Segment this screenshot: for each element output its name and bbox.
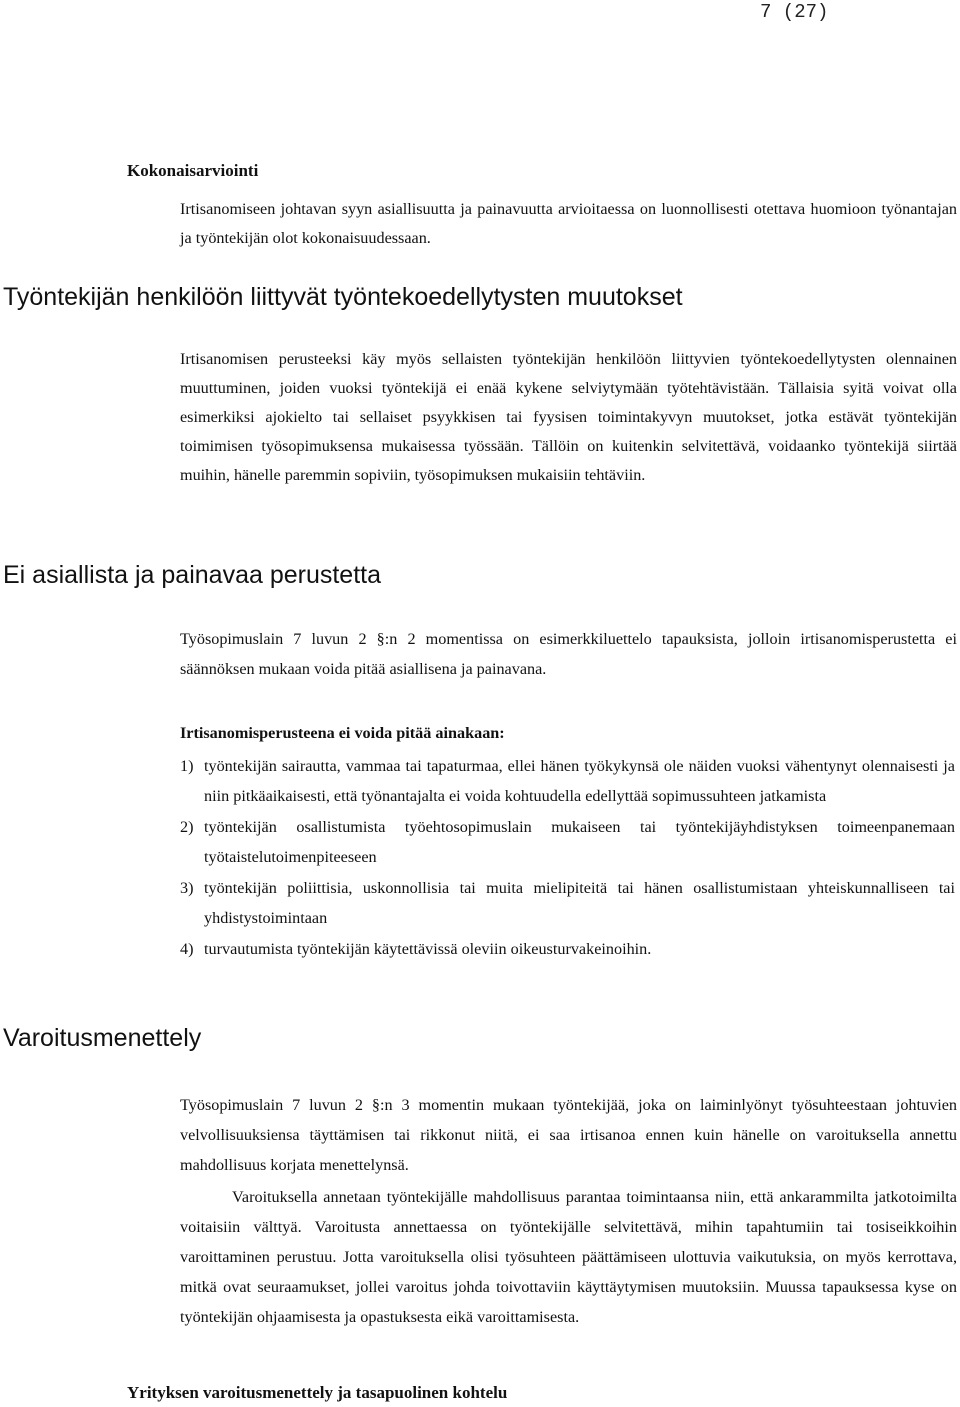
heading-ei-asiallista: Ei asiallista ja painavaa perustetta [3, 561, 382, 589]
list-item-text: työntekijän poliittisia, uskonnollisia tai muita mielipiteitä tai hänen osallistumistaan yhteiskunnalliseen tai yhdistystoimintaan [204, 879, 955, 927]
list-item-text: työntekijän sairautta, vammaa tai tapaturmaa, ellei hänen työkykynsä ole näiden vuoksi vähentynyt olennaisesti ja niin pitkäaikaisesti, että työnantajalta ei voida kohtuudella edellyttää sopimussuhteen jatkamista [204, 757, 955, 805]
list-item-number: 2) [180, 818, 194, 836]
list-item [180, 873, 955, 933]
subheading-irtisanomisperusteena: Irtisanomisperusteena ei voida pitää ainakaan: [180, 724, 505, 742]
list-item-number: 4) [180, 940, 194, 958]
heading-yrityksen-varoitusmenettely: Yrityksen varoitusmenettely ja tasapuolinen kohtelu [127, 1383, 508, 1402]
page-number: 7 (27) [760, 1, 829, 23]
paragraph-kokonaisarviointi: Irtisanomiseen johtavan syyn asiallisuutta ja painavuutta arvioitaessa on luonnollisesti otettava huomioon työnantajan ja työntekijän olot kokonaisuudessaan. [180, 200, 957, 247]
list-item-text: työntekijän osallistumista työehtosopimuslain mukaiseen tai työntekijäyhdistyksen toimeenpanemaan työtaistelutoimenpiteeseen [204, 818, 955, 866]
list-item [180, 934, 955, 964]
list-item [180, 751, 955, 811]
list-item-number: 1) [180, 757, 194, 775]
paragraph-henkiloon-liittyvat: Irtisanomisen perusteeksi käy myös sellaisten työntekijän henkilöön liittyvien työntekoedellytysten olennainen muuttuminen, joiden vuoksi työntekijä ei enää kykene selviytymään työtehtävistään. Tällaisia syitä voivat olla esimerkiksi ajokielto tai sellaiset psyykkisen tai fyysisen toimintakyvyn muutokset, jotka estävät työntekijän toimimisen työsopimuksensa mukaisessa työssään. Tällöin on kuitenkin selvitettävä, voidaanko työntekijä siirtää muihin, hänelle paremmin sopiviin, työsopimuksen mukaisiin tehtäviin. [180, 350, 957, 484]
list-item-text: turvautumista työntekijän käytettävissä oleviin oikeusturvakeinoihin. [204, 940, 652, 958]
heading-varoitusmenettely: Varoitusmenettely [3, 1024, 202, 1052]
list-item [180, 812, 955, 872]
irtisanomisperuste-list [180, 751, 955, 965]
list-item-number: 3) [180, 879, 194, 897]
paragraph-varoitusmenettely-1: Työsopimuslain 7 luvun 2 §:n 3 momentin mukaan työntekijää, joka on laiminlyönyt työsuhteestaan johtuvien velvollisuuksiensa täyttämisen tai rikkonut niitä, ei saa irtisanoa ennen kuin hänelle on varoituksella annettu mahdollisuus korjata menettelynsä. [180, 1096, 957, 1174]
paragraph-ei-asiallista: Työsopimuslain 7 luvun 2 §:n 2 momentissa on esimerkkiluettelo tapauksista, jolloin irtisanomisperustetta ei säännöksen mukaan voida pitää asiallisena ja painavana. [180, 630, 957, 678]
paragraph-varoitusmenettely-2: Varoituksella annetaan työntekijälle mahdollisuus parantaa toimintaansa niin, että ankarammilta jatkotoimilta voitaisiin välttyä. Varoitusta annettaessa on työntekijälle selvitettävä, mihin tapahtumiin tai tosiseikkoihin varoittaminen perustuu. Jotta varoituksella olisi työsuhteen päättämiseen ulottuvia vaikutuksia, on myös kerrottava, mitkä ovat seuraamukset, jollei varoitus johda toivottaviin käyttäytymisen muutoksiin. Muussa tapauksessa kyse on työntekijän ohjaamisesta ja opastuksesta eikä varoittamisesta. [180, 1188, 957, 1326]
heading-henkiloon-liittyvat: Työntekijän henkilöön liittyvät työntekoedellytysten muutokset [3, 283, 683, 311]
heading-kokonaisarviointi: Kokonaisarviointi [127, 161, 259, 180]
